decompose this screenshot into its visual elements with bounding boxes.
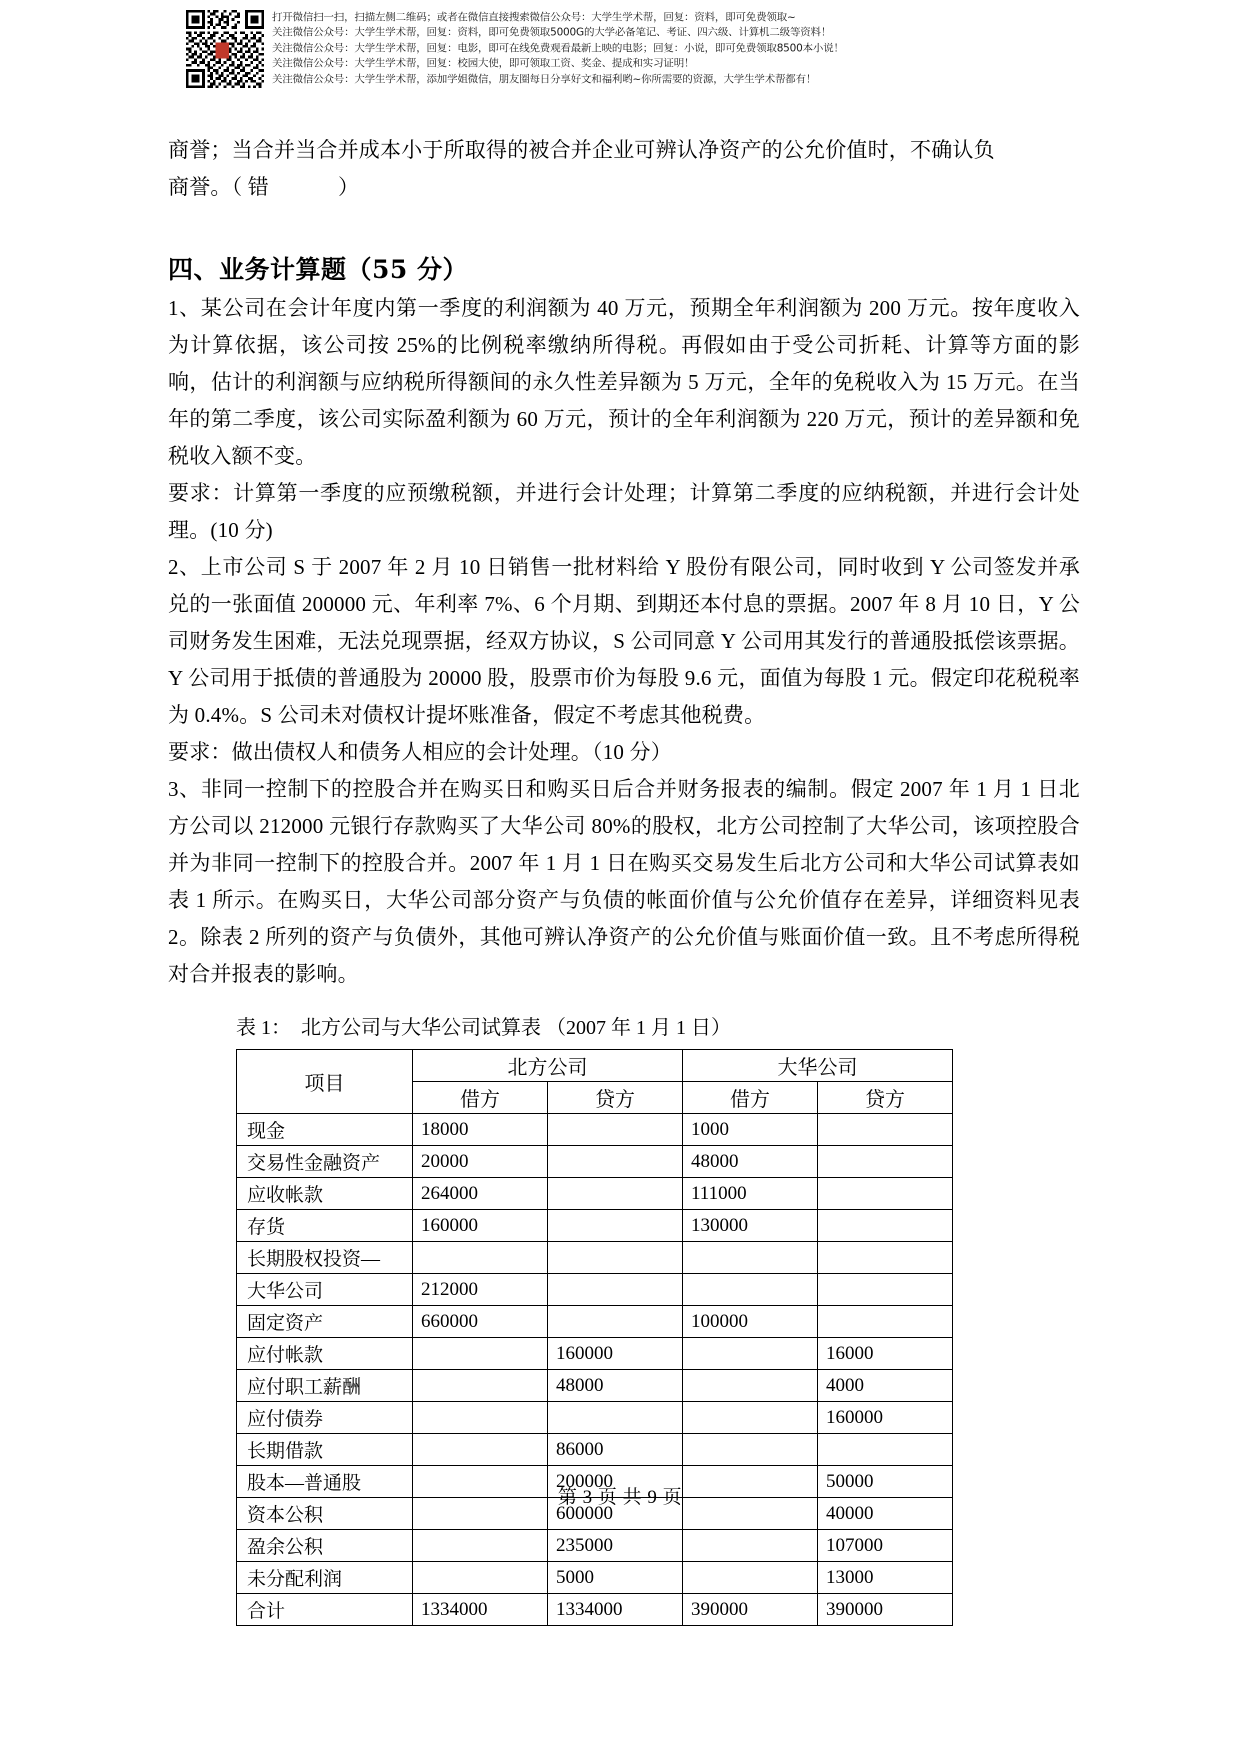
cell-item: 应付债券	[237, 1402, 413, 1434]
intro-line-2: 商誉。（ 错 ）	[168, 175, 360, 199]
cell-value	[683, 1274, 818, 1306]
cell-value: 50000	[818, 1466, 953, 1498]
cell-item: 长期借款	[237, 1434, 413, 1466]
cell-value	[413, 1242, 548, 1274]
table-row	[237, 1306, 953, 1338]
table-row	[237, 1178, 953, 1210]
promo-line-3: 关注微信公众号：大学生学术帮，回复：电影，即可在线免费观看最新上映的电影；回复：小说，即可免费领取8500本小说！	[272, 42, 844, 55]
cell-value: 5000	[548, 1562, 683, 1594]
spacer	[168, 206, 1080, 250]
table-1-container	[168, 1013, 1080, 1626]
cell-value	[818, 1274, 953, 1306]
cell-value: 660000	[413, 1306, 548, 1338]
cell-value	[683, 1242, 818, 1274]
cell-value: 1000	[683, 1114, 818, 1146]
cell-value	[548, 1242, 683, 1274]
table-row	[237, 1370, 953, 1402]
cell-value	[413, 1530, 548, 1562]
cell-item: 合计	[237, 1594, 413, 1626]
cell-item: 现金	[237, 1114, 413, 1146]
cell-item: 盈余公积	[237, 1530, 413, 1562]
cell-value: 48000	[548, 1370, 683, 1402]
header-item: 项目	[237, 1050, 413, 1114]
header-company-b: 大华公司	[683, 1050, 953, 1082]
question-2-body: 2、上市公司 S 于 2007 年 2 月 10 日销售一批材料给 Y 股份有限公司，同时收到 Y 公司签发并承兑的一张面值 200000 元、年利率 7%、6 个月期、到期还本付息的票据。2007 年 8 月 10 日，Y 公司财务发生困难，无法兑现票据，经双方协议，S 公司同意 Y 公司用其发行的普通股抵偿该票据。Y 公司用于抵债的普通股为 20000 股，股票市价为每股 9.6 元，面值为每股 1 元。假定印花税税率为 0.4%。S 公司未对债权计提坏账准备，假定不考虑其他税费。	[168, 555, 1081, 727]
document-body	[168, 132, 1080, 1626]
cell-value	[548, 1146, 683, 1178]
cell-value	[548, 1306, 683, 1338]
cell-value: 100000	[683, 1306, 818, 1338]
cell-value: 160000	[818, 1402, 953, 1434]
cell-value: 235000	[548, 1530, 683, 1562]
cell-value: 160000	[548, 1338, 683, 1370]
table-header-row-1	[237, 1050, 953, 1082]
cell-value: 111000	[683, 1178, 818, 1210]
cell-value: 4000	[818, 1370, 953, 1402]
table-row	[237, 1402, 953, 1434]
table-row	[237, 1210, 953, 1242]
cell-value	[818, 1242, 953, 1274]
header-a-debit: 借方	[413, 1082, 548, 1114]
page-footer: 第 3 页 共 9 页	[557, 1487, 683, 1508]
cell-value: 13000	[818, 1562, 953, 1594]
cell-item: 应付职工薪酬	[237, 1370, 413, 1402]
qr-code-icon	[186, 10, 264, 88]
table-row	[237, 1530, 953, 1562]
table-body	[237, 1114, 953, 1626]
cell-value: 212000	[413, 1274, 548, 1306]
cell-value: 160000	[413, 1210, 548, 1242]
cell-value	[683, 1370, 818, 1402]
promo-line-5: 关注微信公众号：大学生学术帮，添加学姐微信，朋友圈每日分享好文和福利哟~你所需要的资源，大学生学术帮都有！	[272, 73, 817, 86]
trial-balance-table	[236, 1049, 953, 1626]
cell-item: 长期股权投资—	[237, 1242, 413, 1274]
cell-value	[548, 1178, 683, 1210]
cell-value	[413, 1338, 548, 1370]
table-row	[237, 1146, 953, 1178]
cell-value	[548, 1402, 683, 1434]
cell-item: 未分配利润	[237, 1562, 413, 1594]
table-row	[237, 1242, 953, 1274]
cell-value: 600000	[548, 1498, 683, 1530]
cell-value	[683, 1338, 818, 1370]
cell-value	[548, 1210, 683, 1242]
cell-value: 264000	[413, 1178, 548, 1210]
cell-item: 应付帐款	[237, 1338, 413, 1370]
header-company-a: 北方公司	[413, 1050, 683, 1082]
question-1-body: 1、某公司在会计年度内第一季度的利润额为 40 万元，预期全年利润额为 200 万元。按年度收入为计算依据，该公司按 25%的比例税率缴纳所得税。再假如由于受公司折耗、计算等方面的影响，估计的利润额与应纳税所得额间的永久性差异额为 5 万元，全年的免税收入为 15 万元。在当年的第二季度，该公司实际盈利额为 60 万元，预计的全年利润额为 220 万元，预计的差异额和免税收入额不变。	[168, 296, 1080, 468]
cell-value	[818, 1114, 953, 1146]
cell-value: 40000	[818, 1498, 953, 1530]
table-row	[237, 1114, 953, 1146]
cell-value	[683, 1530, 818, 1562]
cell-value	[818, 1178, 953, 1210]
cell-value: 16000	[818, 1338, 953, 1370]
promo-line-2: 关注微信公众号：大学生学术帮，回复：资料，即可免费领取5000G的大学必备笔记、考证、四六级、计算机二级等资料！	[272, 27, 832, 40]
table-header	[237, 1050, 953, 1114]
cell-value	[413, 1562, 548, 1594]
table-row	[237, 1434, 953, 1466]
cell-value	[413, 1434, 548, 1466]
promo-text-block	[272, 10, 1086, 88]
table-row	[237, 1274, 953, 1306]
header-b-debit: 借方	[683, 1082, 818, 1114]
cell-value: 20000	[413, 1146, 548, 1178]
cell-value	[683, 1562, 818, 1594]
cell-item: 股本—普通股	[237, 1466, 413, 1498]
cell-value	[413, 1370, 548, 1402]
promo-line-4: 关注微信公众号：大学生学术帮，回复：校园大使，即可领取工资、奖金、提成和实习证明！	[272, 58, 695, 70]
cell-item: 固定资产	[237, 1306, 413, 1338]
cell-value: 48000	[683, 1146, 818, 1178]
cell-value	[818, 1434, 953, 1466]
promo-line-1: 打开微信扫一扫，扫描左侧二维码；或者在微信直接搜索微信公众号：大学生学术帮，回复：资料，即可免费领取~	[272, 11, 796, 24]
cell-value: 390000	[683, 1594, 818, 1626]
cell-value	[818, 1306, 953, 1338]
cell-value: 1334000	[413, 1594, 548, 1626]
intro-line-1: 商誉；当合并当合并成本小于所取得的被合并企业可辨认净资产的公允价值时，不确认负	[168, 138, 995, 162]
table-row	[237, 1594, 953, 1626]
header-a-credit: 贷方	[548, 1082, 683, 1114]
cell-item: 存货	[237, 1210, 413, 1242]
table-row	[237, 1562, 953, 1594]
question-3-body: 3、非同一控制下的控股合并在购买日和购买日后合并财务报表的编制。假定 2007 年 1 月 1 日北方公司以 212000 元银行存款购买了大华公司 80%的股权，北方公司控制了大华公司，该项控股合并为非同一控制下的控股合并。2007 年 1 月 1 日在购买交易发生后北方公司和大华公司试算表如表 1 所示。在购买日，大华公司部分资产与负债的帐面价值与公允价值存在差异，详细资料见表 2。除表 2 所列的资产与负债外，其他可辨认净资产的公允价值与账面价值一致。且不考虑所得税对合并报表的影响。	[168, 777, 1080, 986]
cell-value: 18000	[413, 1114, 548, 1146]
cell-value	[818, 1146, 953, 1178]
promo-banner	[186, 10, 1086, 88]
cell-value	[818, 1210, 953, 1242]
cell-value: 107000	[818, 1530, 953, 1562]
cell-value: 130000	[683, 1210, 818, 1242]
table-row	[237, 1338, 953, 1370]
question-1-requirement: 要求：计算第一季度的应预缴税额，并进行会计处理；计算第二季度的应纳税额，并进行会计处理。(10 分)	[168, 481, 1080, 542]
cell-value: 86000	[548, 1434, 683, 1466]
cell-item: 大华公司	[237, 1274, 413, 1306]
cell-value: 200000	[548, 1466, 683, 1498]
cell-value	[548, 1274, 683, 1306]
cell-item: 应收帐款	[237, 1178, 413, 1210]
cell-value	[683, 1402, 818, 1434]
table-1-caption: 表 1： 北方公司与大华公司试算表 （2007 年 1 月 1 日）	[236, 1017, 731, 1039]
cell-value: 390000	[818, 1594, 953, 1626]
header-b-credit: 贷方	[818, 1082, 953, 1114]
cell-value	[683, 1434, 818, 1466]
cell-value	[548, 1114, 683, 1146]
question-2-requirement: 要求：做出债权人和债务人相应的会计处理。（10 分）	[168, 740, 672, 764]
cell-item: 交易性金融资产	[237, 1146, 413, 1178]
cell-value	[413, 1402, 548, 1434]
cell-item: 资本公积	[237, 1498, 413, 1530]
cell-value: 1334000	[548, 1594, 683, 1626]
section-title: 四、业务计算题（55 分）	[168, 255, 468, 284]
